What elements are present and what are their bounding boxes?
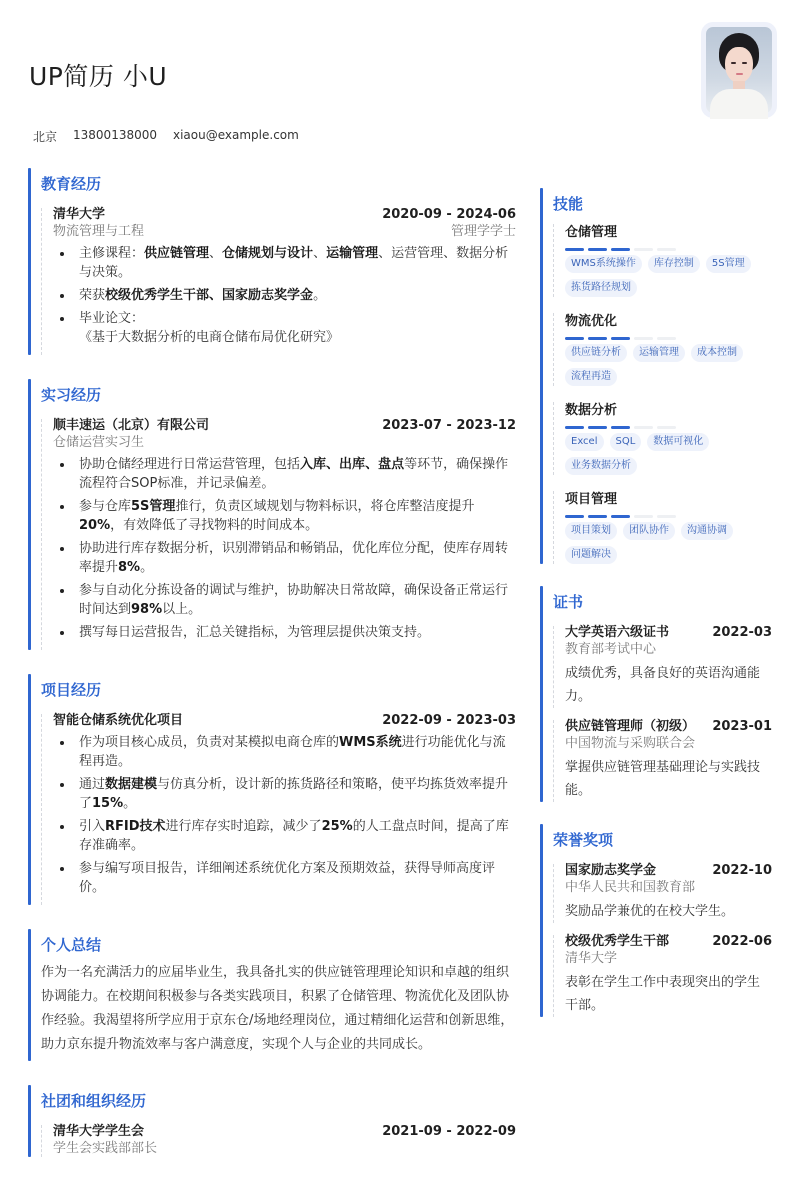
bullet-item: 撰写每日运营报告，汇总关键指标，为管理层提供决策支持。 (53, 623, 516, 642)
bullet-item: 荣获校级优秀学生干部、国家励志奖学金。 (53, 286, 516, 305)
section-title: 证书 (553, 593, 584, 611)
bullet-item: 协助仓储经理进行日常运营管理，包括入库、出库、盘点等环节，确保操作流程符合SOP标准，并记录偏差。 (53, 455, 516, 493)
certificate-name: 大学英语六级证书 (565, 625, 670, 640)
skill-tag: 团队协作 (623, 522, 675, 540)
skill-tag: 供应链分析 (565, 344, 627, 362)
skill-tag: WMS系统操作 (565, 255, 642, 273)
skill-group (553, 402, 772, 475)
honor-name: 国家励志奖学金 (565, 863, 657, 878)
school-name: 清华大学 (53, 207, 106, 222)
skill-tag: SQL (610, 433, 642, 451)
date-range: 2023-07 - 2023-12 (382, 418, 516, 433)
skill-tag: 流程再造 (565, 368, 617, 386)
bullet-item: 毕业论文： 《基于大数据分析的电商仓储布局优化研究》 (53, 309, 516, 347)
section-projects (28, 674, 516, 905)
date-range: 2022-09 - 2023-03 (382, 713, 516, 728)
skill-tag: 项目策划 (565, 522, 617, 540)
section-title: 个人总结 (41, 936, 102, 954)
project-entry (41, 712, 516, 905)
skill-group (553, 491, 772, 564)
skill-tag: 数据可视化 (647, 433, 709, 451)
honor-date: 2022-10 (712, 863, 772, 878)
bullet-item: 主修课程：供应链管理、仓储规划与设计、运输管理、运营管理、数据分析与决策。 (53, 244, 516, 282)
company-name: 顺丰速运（北京）有限公司 (53, 418, 210, 433)
certificate-date: 2023-01 (712, 719, 772, 734)
main-column (28, 168, 516, 1181)
honor-issuer: 清华大学 (565, 951, 618, 966)
bullet-item: 作为项目核心成员，负责对某模拟电商仓库的WMS系统进行功能优化与流程再造。 (53, 733, 516, 771)
skill-tag: 拣货路径规划 (565, 279, 637, 297)
skill-name: 项目管理 (565, 492, 618, 507)
section-title: 项目经历 (41, 681, 102, 699)
honor-entry (553, 862, 772, 923)
section-title: 教育经历 (41, 175, 102, 193)
honor-description: 奖励品学兼优的在校大学生。 (565, 904, 735, 919)
bullet-item: 引入RFID技术进行库存实时追踪，减少了25%的人工盘点时间，提高了库存准确率。 (53, 817, 516, 855)
skill-level-bar (565, 248, 772, 251)
skill-tag: Excel (565, 433, 604, 451)
section-title: 实习经历 (41, 386, 102, 404)
section-title: 社团和组织经历 (41, 1092, 147, 1110)
education-entry (41, 206, 516, 355)
contact-city: 北京 (33, 130, 58, 144)
date-range: 2020-09 - 2024-06 (382, 207, 516, 222)
certificate-issuer: 教育部考试中心 (565, 642, 657, 657)
organization-name: 清华大学学生会 (53, 1124, 145, 1139)
section-skills (540, 188, 772, 564)
honor-issuer: 中华人民共和国教育部 (565, 880, 696, 895)
job-role: 仓储运营实习生 (53, 435, 145, 450)
skill-level-bar (565, 515, 772, 518)
certificate-description: 掌握供应链管理基础理论与实践技能。 (565, 760, 761, 798)
skill-name: 物流优化 (565, 314, 618, 329)
skill-tag: 成本控制 (691, 344, 743, 362)
skill-tag: 库存控制 (648, 255, 700, 273)
skill-name: 仓储管理 (565, 225, 618, 240)
certificate-name: 供应链管理师（初级） (565, 719, 696, 734)
major: 物流管理与工程 (53, 224, 145, 239)
bullet-item: 参与编写项目报告，详细阐述系统优化方案及预期效益，获得导师高度评价。 (53, 859, 516, 897)
section-summary (28, 929, 516, 1061)
certificate-entry (553, 624, 772, 708)
profile-photo (706, 27, 772, 113)
skill-tag: 沟通协调 (681, 522, 733, 540)
certificate-description: 成绩优秀，具备良好的英语沟通能力。 (565, 666, 761, 704)
certificate-issuer: 中国物流与采购联合会 (565, 736, 696, 751)
internship-entry (41, 417, 516, 650)
section-education (28, 168, 516, 355)
date-range: 2021-09 - 2022-09 (382, 1124, 516, 1139)
section-title: 荣誉奖项 (553, 831, 614, 849)
organization-entry (41, 1123, 516, 1157)
skill-group (553, 224, 772, 297)
skill-tag: 运输管理 (633, 344, 685, 362)
bullet-item: 参与仓库5S管理推行，负责区域规划与物料标识，将仓库整洁度提升20%，有效降低了寻找物料的时间成本。 (53, 497, 516, 535)
bullet-item: 协助进行库存数据分析，识别滞销品和畅销品，优化库位分配，使库存周转率提升8%。 (53, 539, 516, 577)
honor-description: 表彰在学生工作中表现突出的学生干部。 (565, 975, 761, 1013)
skill-tag: 问题解决 (565, 546, 617, 564)
skill-name: 数据分析 (565, 403, 618, 418)
summary-text: 作为一名充满活力的应届毕业生，我具备扎实的供应链管理理论知识和卓越的组织协调能力。在校期间积极参与各类实践项目，积累了仓储管理、物流优化及团队协作经验。我渴望将所学应用于京东仓/场地经理岗位，通过精细化运营和创新思维，助力京东提升物流效率与客户满意度，实现个人与企业的共同成长。 (41, 965, 514, 1052)
project-name: 智能仓储系统优化项目 (53, 713, 184, 728)
honor-entry (553, 933, 772, 1017)
honor-date: 2022-06 (712, 934, 772, 949)
honor-name: 校级优秀学生干部 (565, 934, 670, 949)
section-honors (540, 824, 772, 1017)
organization-role: 学生会实践部部长 (53, 1141, 158, 1156)
skill-tag: 5S管理 (706, 255, 751, 273)
skill-level-bar (565, 426, 772, 429)
certificate-entry (553, 718, 772, 802)
skill-level-bar (565, 337, 772, 340)
section-title: 技能 (553, 195, 584, 213)
section-internship (28, 379, 516, 650)
skill-tag: 业务数据分析 (565, 457, 637, 475)
contact-phone: 13800138000 (73, 128, 157, 142)
skill-group (553, 313, 772, 386)
degree: 管理学学士 (450, 224, 516, 239)
certificate-date: 2022-03 (712, 625, 772, 640)
resume-header (0, 0, 799, 160)
bullet-item: 参与自动化分拣设备的调试与维护，协助解决日常故障，确保设备正常运行时间达到98%以上。 (53, 581, 516, 619)
bullet-item: 通过数据建模与仿真分析，设计新的拣货路径和策略，使平均拣货效率提升了15%。 (53, 775, 516, 813)
contact-email: xiaou@example.com (173, 128, 299, 142)
contact-info (33, 128, 299, 145)
section-certificates (540, 586, 772, 802)
candidate-name: UP简历 小U (29, 62, 168, 91)
section-organizations (28, 1085, 516, 1157)
sidebar-column (540, 188, 772, 1041)
